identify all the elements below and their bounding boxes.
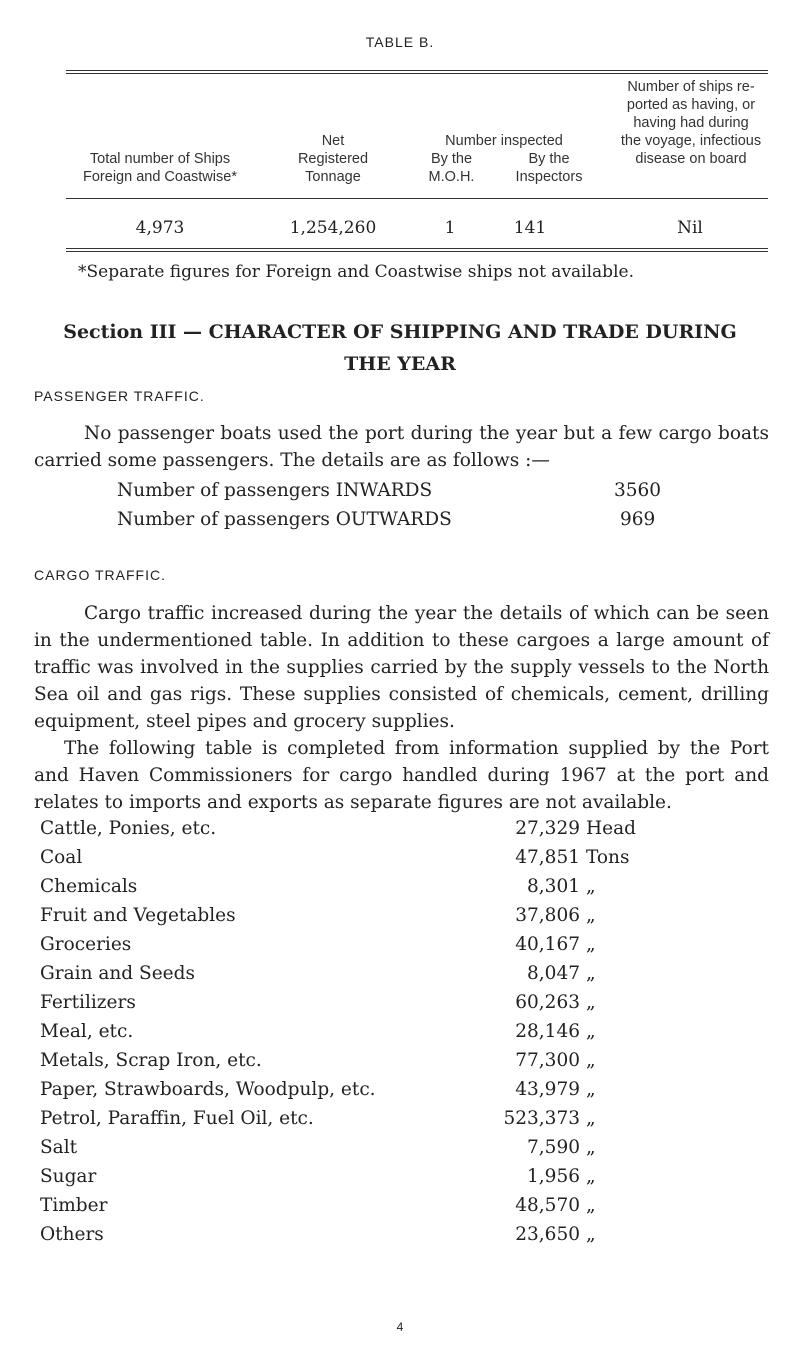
passengers-inwards-value: 3560 (614, 480, 662, 501)
cargo-item-unit: „ (586, 992, 596, 1013)
cargo-row (40, 876, 720, 905)
cargo-item-unit: „ (586, 1108, 596, 1129)
cargo-item-unit: „ (586, 963, 596, 984)
header-by-inspectors: By the Inspectors (515, 151, 583, 185)
cargo-row (40, 1195, 720, 1224)
cargo-item-label: Fertilizers (40, 992, 136, 1013)
cargo-row (40, 934, 720, 963)
cargo-paragraph-2: The following table is completed from information supplied by the Port and Haven Commissioners for cargo handled during 1967 at the port and relates to imports and exports as separate figures are not available. (34, 738, 769, 813)
cargo-item-label: Coal (40, 847, 83, 868)
cargo-row (40, 847, 720, 876)
cargo-item-value: 47,851 (515, 847, 580, 868)
cargo-item-unit: „ (586, 1050, 596, 1071)
cargo-row (40, 1108, 720, 1137)
cargo-item-value: 27,329 (515, 818, 580, 839)
cargo-item-value: 28,146 (515, 1021, 580, 1042)
cargo-item-value: 48,570 (515, 1195, 580, 1216)
passengers-inwards-label: Number of passengers INWARDS (117, 480, 433, 501)
cargo-paragraph-1: Cargo traffic increased during the year the details of which can be seen in the undermentioned table. In addition to these cargoes a large amount of traffic was involved in the supplies carried by the supply vessels to the North Sea oil and gas rigs. These supplies consisted of chemicals, cement, drilling equipment, steel pipes and grocery supplies. (34, 603, 769, 732)
cargo-row (40, 1166, 720, 1195)
cargo-row (40, 905, 720, 934)
cargo-item-value: 523,373 (503, 1108, 580, 1129)
cargo-row (40, 963, 720, 992)
table-top-rule (66, 70, 768, 71)
table-bottom-rule-double (66, 251, 768, 252)
cargo-item-unit: „ (586, 1224, 596, 1245)
cargo-item-value: 37,806 (515, 905, 580, 926)
section-title-line-2: THE YEAR (344, 353, 456, 375)
cargo-item-unit: „ (586, 905, 596, 926)
cargo-item-value: 77,300 (515, 1050, 580, 1071)
cargo-row (40, 1079, 720, 1108)
passengers-outwards-value: 969 (620, 509, 656, 530)
cargo-item-value: 40,167 (515, 934, 580, 955)
cargo-row (40, 1224, 720, 1253)
section-title (0, 316, 800, 380)
cargo-item-label: Cattle, Ponies, etc. (40, 818, 217, 839)
header-infectious-disease: Number of ships re- ported as having, or having had during the voyage, infectious disease on board (620, 79, 762, 167)
cargo-item-label: Chemicals (40, 876, 138, 897)
cargo-item-label: Metals, Scrap Iron, etc. (40, 1050, 262, 1071)
cargo-row (40, 1137, 720, 1166)
header-total-ships: Total number of Ships Foreign and Coastwise* (83, 151, 237, 185)
cargo-item-label: Petrol, Paraffin, Fuel Oil, etc. (40, 1108, 314, 1129)
cargo-item-value: 1,956 (527, 1166, 580, 1187)
passenger-heading: PASSENGER TRAFFIC. (34, 388, 205, 404)
cargo-item-unit: Head (586, 818, 636, 839)
header-by-moh: By the M.O.H. (428, 151, 475, 185)
cell-by-inspectors: 141 (513, 218, 547, 238)
cargo-item-label: Others (40, 1224, 104, 1245)
cargo-item-value: 60,263 (515, 992, 580, 1013)
cargo-item-value: 7,590 (527, 1137, 580, 1158)
table-bottom-rule (66, 248, 768, 249)
cargo-item-label: Timber (40, 1195, 108, 1216)
header-net-tonnage: Net Registered Tonnage (297, 133, 369, 185)
cell-net-tonnage: 1,254,260 (289, 218, 377, 238)
cargo-item-label: Groceries (40, 934, 132, 955)
passengers-outwards-label: Number of passengers OUTWARDS (117, 509, 452, 530)
cargo-row (40, 818, 720, 847)
header-number-inspected: Number inspected (445, 133, 563, 149)
cargo-item-label: Sugar (40, 1166, 97, 1187)
cargo-item-unit: „ (586, 1079, 596, 1100)
cell-by-moh: 1 (444, 218, 456, 238)
section-title-line-1: Section III — CHARACTER OF SHIPPING AND TRADE DURING (63, 321, 737, 343)
cargo-item-label: Grain and Seeds (40, 963, 195, 984)
table-header-rule (66, 198, 768, 199)
cell-infectious: Nil (677, 218, 703, 238)
cargo-item-unit: „ (586, 934, 596, 955)
cargo-item-label: Fruit and Vegetables (40, 905, 236, 926)
cargo-heading: CARGO TRAFFIC. (34, 567, 166, 583)
footnote: *Separate figures for Foreign and Coastwise ships not available. (78, 262, 634, 282)
cargo-item-unit: Tons (586, 847, 630, 868)
cargo-item-label: Paper, Strawboards, Woodpulp, etc. (40, 1079, 376, 1100)
cargo-item-label: Meal, etc. (40, 1021, 134, 1042)
cargo-item-unit: „ (586, 1021, 596, 1042)
cargo-item-label: Salt (40, 1137, 78, 1158)
cargo-item-value: 43,979 (515, 1079, 580, 1100)
cargo-row (40, 1021, 720, 1050)
cargo-row (40, 1050, 720, 1079)
page-number: 4 (396, 1320, 404, 1334)
table-top-rule-double (66, 73, 768, 74)
cargo-item-unit: „ (586, 1195, 596, 1216)
passenger-paragraph: No passenger boats used the port during the year but a few cargo boats carried some passengers. The details are as follows :— (34, 423, 769, 471)
cargo-item-value: 23,650 (515, 1224, 580, 1245)
table-title: TABLE B. (365, 34, 435, 50)
cell-total-ships: 4,973 (135, 218, 185, 238)
cargo-item-unit: „ (586, 1137, 596, 1158)
cargo-item-value: 8,047 (527, 963, 580, 984)
cargo-item-unit: „ (586, 876, 596, 897)
cargo-item-value: 8,301 (527, 876, 580, 897)
cargo-item-unit: „ (586, 1166, 596, 1187)
cargo-row (40, 992, 720, 1021)
